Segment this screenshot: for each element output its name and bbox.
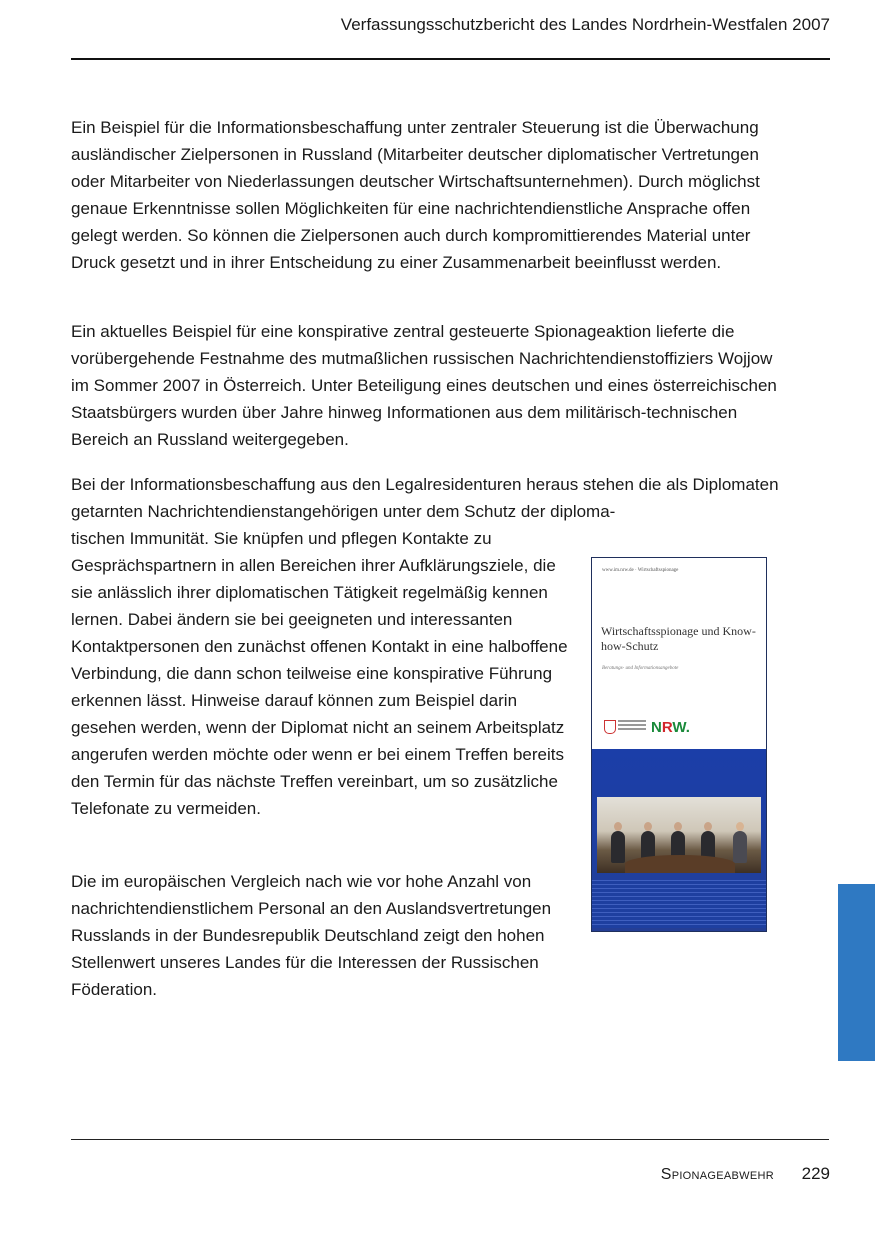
ministry-logo-text-lines — [618, 720, 646, 732]
paragraph-4: Die im europäischen Vergleich nach wie vor hohe Anzahl von nachrichtendienstlichem Personal an den Auslandsvertretungen Russlands in der Bundesrepublik Deutschland zeigt den hohen Stellenwert unseres Landes für die Interessen der Russischen Föderation. — [71, 872, 552, 999]
paragraph-3-intro: Bei der Informationsbeschaffung aus den Legalresidenturen heraus stehen die als Diplomaten getarnten Nachrichtendienstangehörigen unter dem Schutz der diploma- — [71, 475, 779, 521]
page-number: 229 — [801, 1164, 830, 1183]
state-crest-icon — [604, 720, 616, 734]
brochure-stripe-pattern — [592, 880, 766, 928]
paragraph-1: Ein Beispiel für die Informationsbeschaffung unter zentraler Steuerung ist die Überwachung ausländischer Zielpersonen in Russland (Mitarbeiter deutscher diplomatischer Vertretungen oder Mitarbeiter von Niederlassungen deutscher Wirtschaftsunternehmen). Durch möglichst genaue Erkenntnisse sollen Möglichkeiten für eine nachrichtendienstliche Ansprache offen gelegt werden. So können die Zielpersonen auch durch kompromittierendes Material unter Druck gesetzt und in ihrer Entscheidung zu einer Zusammenarbeit beeinflusst werden. — [71, 118, 760, 272]
footer-section-title: Spionageabwehr — [660, 1166, 774, 1183]
brochure-title: Wirtschaftsspionage und Know-how-Schutz — [601, 624, 756, 653]
meeting-photo — [597, 797, 761, 873]
paragraph-3-continued: tischen Immunität. Sie knüpfen und pflegen Kontakte zu Gesprächspartnern in allen Bereichen ihrer Aufklärungsziele, die sie anlässlich ihrer diplomatischen Tätigkeit regelmäßig kennen lernen. Dabei ändern sie bei geeigneten und interessanten Kontaktpersonen den zunächst offenen Kontakt in eine halboffene Verbindung, die dann schon teilweise eine konspirative Führung erkennen lässt. Hinweise darauf können zum Beispiel darin gesehen werden, wenn der Diplomat nicht an seinem Arbeitsplatz angerufen werden möchte oder wenn er bei einem Treffen bereits den Termin für das nächste Treffen vereinbart, um so zusätzliche Telefonate zu vermeiden. — [71, 529, 568, 818]
brochure-subtitle: Beratungs- und Informationsangebote — [602, 666, 679, 671]
brochure-cover-image — [591, 557, 767, 932]
footer-rule — [71, 1139, 829, 1140]
paragraph-2: Ein aktuelles Beispiel für eine konspirative zentral gesteuerte Spionageaktion lieferte die vorübergehende Festnahme des mutmaßlichen russischen Nachrichtendienstoffiziers Wojjow im Sommer 2007 in Österreich. Unter Beteiligung eines deutschen und eines österreichischen Staatsbürgers wurden über Jahre hinweg Informationen aus dem militärisch-technischen Bereich an Russland weitergegeben. — [71, 322, 777, 449]
nrw-logo: NRW. — [651, 719, 690, 736]
chapter-side-tab — [838, 884, 875, 1061]
header-rule — [71, 58, 830, 60]
running-header: Verfassungsschutzbericht des Landes Nordrhein-Westfalen 2007 — [340, 15, 830, 34]
brochure-top-text: www.im.nrw.de · Wirtschaftsspionage — [602, 568, 679, 573]
